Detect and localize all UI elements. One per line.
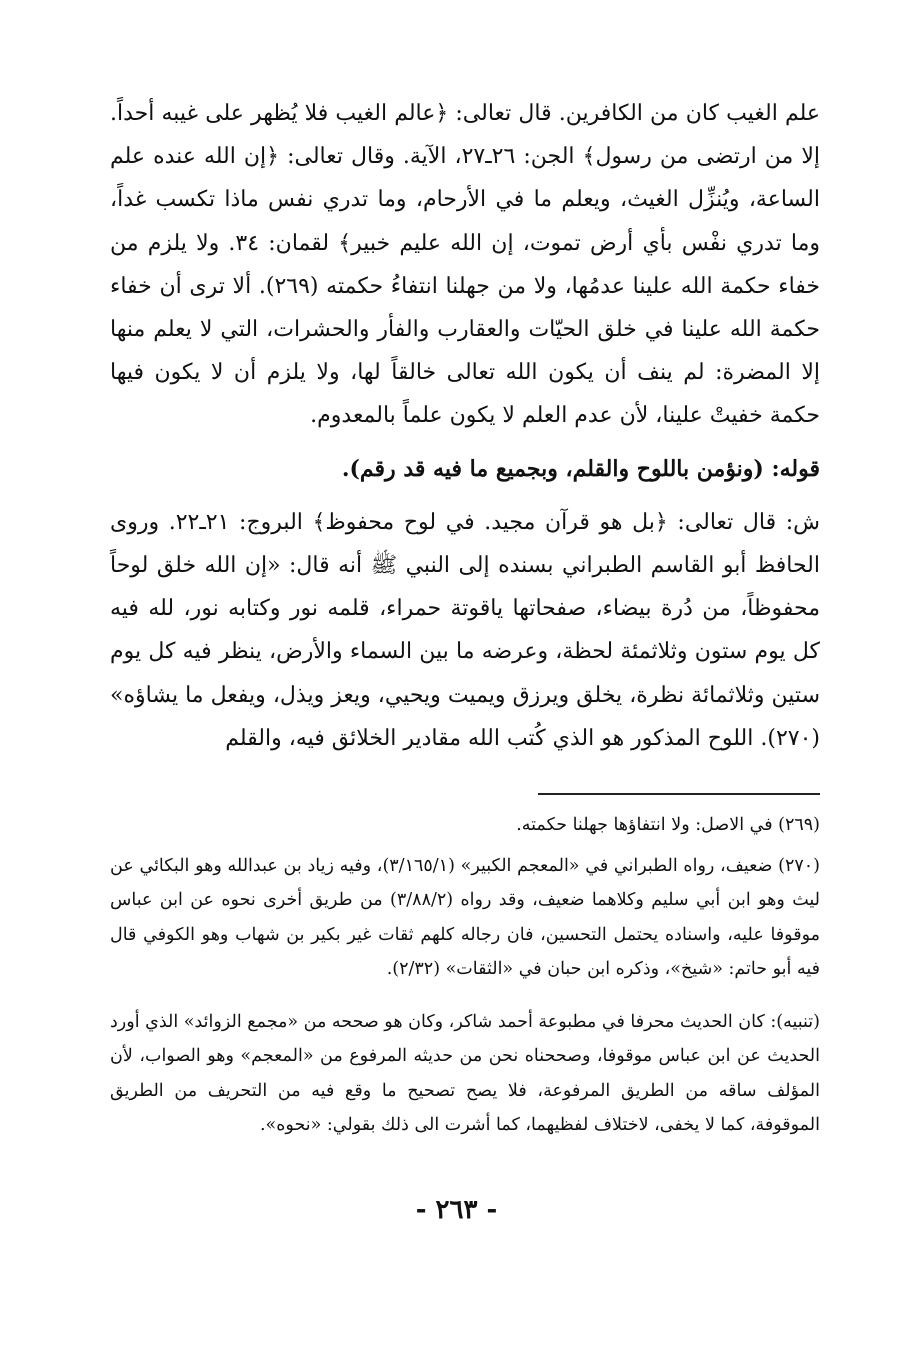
footnote-270: (٢٧٠) ضعيف، رواه الطبراني في «المعجم الكبير» (٣/١٦٥/١)، وفيه زياد بن عبدالله وهو البكائي عن ليث وهو ابن أبي سليم وكلاهما ضعيف، وقد رواه (٣/٨٨/٢) من طريق أخرى نحوه عن ابن عباس موقوفا عليه، واسناده يحتمل التحسين، فان رجاله كلهم ثقات غير بكير بن شهاب وهو الكوفي قال فيه أبو حاتم: «شيخ»، وذكره ابن حبان في «الثقات» (٢/٣٢). (110, 855, 820, 979)
footnote-warning: (تنبيه): كان الحديث محرفا في مطبوعة أحمد شاكر، وكان هو صححه من «مجمع الزوائد» الذي أورد الحديث عن ابن عباس موقوفا، وصححناه نحن من حديثه المرفوع من «المعجم» وهو الصواب، لأن المؤلف ساقه من الطريق المرفوعة، فلا يصح تصحيح ما وقع فيه من التحريف من الطريق الموقوفة، كما لا يخفى، لاختلاف لفظيهما، كما أشرت الى ذلك بقولي: «نحوه». (110, 1011, 820, 1135)
footnote-separator (538, 793, 820, 795)
paragraph-commentary: علم الغيب كان من الكافرين. قال تعالى: ﴿عالم الغيب فلا يُظهر على غيبه أحداً. إلا من ارتضى من رسول﴾ الجن: ٢٦ـ٢٧، الآية. وقال تعالى: ﴿إن الله عنده علم الساعة، ويُنزِّل الغيث، ويعلم ما في الأرحام، وما تدري نفس ماذا تكسب غداً، وما تدري نفْس بأي أرض تموت، إن الله عليم خبير﴾ لقمان: ٣٤. ولا يلزم من خفاء حكمة الله علينا عدمُها، ولا من جهلنا انتفاءُ حكمته (٢٦٩). ألا ترى أن خفاء حكمة الله علينا في خلق الحيّات والعقارب والفأر والحشرات، التي لا يعلم منها إلا المضرة: لم ينف أن يكون الله تعالى خالقاً لها، ولا يلزم أن لا يكون فيها حكمة خفيتْ علينا، لأن عدم العلم لا يكون علماً بالمعدوم. (110, 101, 821, 429)
page-number: - ٢٦٣ - (415, 1195, 498, 1225)
main-text (110, 92, 820, 760)
paragraph-matn-quote: قوله: (ونؤمن باللوح والقلم، وبجميع ما فيه قد رقم). (341, 455, 820, 482)
footnotes (110, 808, 820, 1143)
footnote-269: (٢٦٩) في الاصل: ولا انتفاؤها جهلنا حكمته. (516, 815, 820, 835)
paragraph-sharh: ش: قال تعالى: ﴿بل هو قرآن مجيد. في لوح محفوظ﴾ البروج: ٢١ـ٢٢. وروى الحافظ أبو القاسم الطبراني بسنده إلى النبي ﷺ أنه قال: «إن الله خلق لوحاً محفوظاً، من دُرة بيضاء، صفحاتها ياقوتة حمراء، قلمه نور وكتابه نور، لله فيه كل يوم ستون وثلاثمئة لحظة، وعرضه ما بين السماء والأرض، ينظر فيه كل يوم ستين وثلاثمائة نظرة، يخلق ويرزق ويميت ويحيي، ويعز ويذل، ويفعل ما يشاؤه» (٢٧٠). اللوح المذكور هو الذي كُتب الله مقادير الخلائق فيه، والقلم (110, 509, 820, 751)
